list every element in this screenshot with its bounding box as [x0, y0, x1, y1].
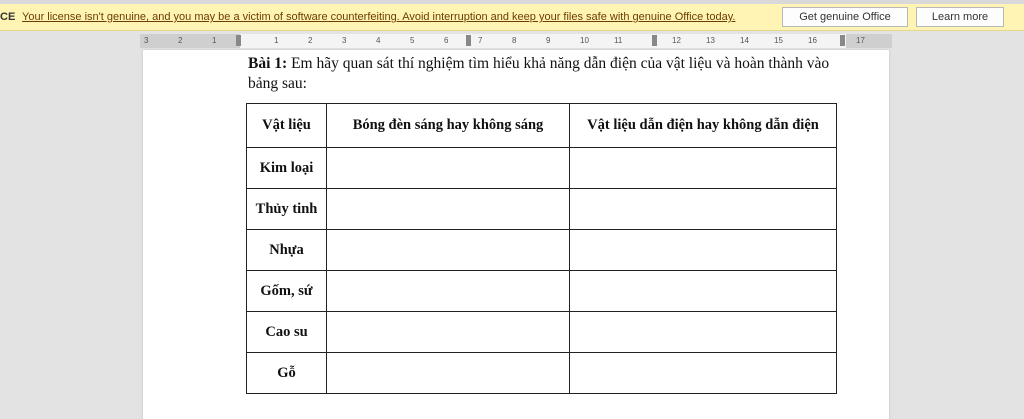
table-row	[247, 148, 837, 189]
ruler-label: 2	[308, 36, 313, 45]
conductivity-answer-cell[interactable]	[570, 271, 837, 312]
exercise-number: Bài 1:	[248, 55, 288, 72]
ruler-label: 12	[672, 36, 681, 45]
bulb-answer-cell[interactable]	[327, 353, 570, 394]
table-header-row	[247, 104, 837, 148]
right-indent-marker[interactable]	[840, 35, 845, 46]
license-warning-banner	[0, 4, 1024, 31]
table-row	[247, 271, 837, 312]
document-page[interactable]	[143, 50, 889, 419]
bulb-answer-cell[interactable]	[327, 189, 570, 230]
table-row	[247, 230, 837, 271]
ruler-label: 15	[774, 36, 783, 45]
ruler-label: 17	[856, 36, 865, 45]
material-cell: Gỗ	[247, 353, 327, 394]
material-cell: Thủy tinh	[247, 189, 327, 230]
header-material: Vật liệu	[247, 104, 327, 148]
ruler-label: 5	[410, 36, 415, 45]
ruler-label: 2	[178, 36, 183, 45]
get-genuine-office-button[interactable]: Get genuine Office	[782, 7, 908, 27]
material-cell: Kim loại	[247, 148, 327, 189]
materials-table	[246, 103, 837, 394]
conductivity-answer-cell[interactable]	[570, 189, 837, 230]
license-warning-link[interactable]: Your license isn't genuine, and you may be a victim of software counterfeiting. Avoid interruption and keep your files safe with genuine Office today.	[22, 11, 736, 23]
banner-code: CE	[0, 11, 16, 23]
table-row	[247, 312, 837, 353]
material-cell: Gốm, sứ	[247, 271, 327, 312]
learn-more-button[interactable]: Learn more	[916, 7, 1004, 27]
ruler-label: 1	[212, 36, 217, 45]
ruler-label: 16	[808, 36, 817, 45]
conductivity-answer-cell[interactable]	[570, 230, 837, 271]
bulb-answer-cell[interactable]	[327, 271, 570, 312]
ruler-left-margin	[140, 34, 240, 48]
table-column-marker[interactable]	[466, 35, 471, 46]
exercise-instruction: Em hãy quan sát thí nghiệm tìm hiểu khả năng dẫn điện của vật liệu và hoàn thành vào bảng sau:	[248, 55, 830, 92]
ruler-label: 4	[376, 36, 381, 45]
ruler-label: 9	[546, 36, 551, 45]
table-row	[247, 189, 837, 230]
bulb-answer-cell[interactable]	[327, 230, 570, 271]
ruler-label: 3	[144, 36, 149, 45]
header-bulb: Bóng đèn sáng hay không sáng	[327, 104, 570, 148]
material-cell: Nhựa	[247, 230, 327, 271]
ruler-label: 3	[342, 36, 347, 45]
ruler-label: 6	[444, 36, 449, 45]
bulb-answer-cell[interactable]	[327, 148, 570, 189]
ruler-label: 14	[740, 36, 749, 45]
ruler-label: 11	[614, 36, 623, 45]
ruler-label: 13	[706, 36, 715, 45]
table-row	[247, 353, 837, 394]
conductivity-answer-cell[interactable]	[570, 353, 837, 394]
ruler-label: 8	[512, 36, 517, 45]
left-indent-marker[interactable]	[236, 35, 241, 46]
ruler-label: 1	[274, 36, 279, 45]
ruler-label: 7	[478, 36, 483, 45]
exercise-heading	[248, 54, 848, 94]
horizontal-ruler[interactable]	[140, 34, 892, 48]
material-cell: Cao su	[247, 312, 327, 353]
conductivity-answer-cell[interactable]	[570, 148, 837, 189]
ruler-label: 10	[580, 36, 589, 45]
ruler-right-margin	[846, 34, 892, 48]
header-conductivity: Vật liệu dẫn điện hay không dẫn điện	[570, 104, 837, 148]
conductivity-answer-cell[interactable]	[570, 312, 837, 353]
table-column-marker[interactable]	[652, 35, 657, 46]
bulb-answer-cell[interactable]	[327, 312, 570, 353]
